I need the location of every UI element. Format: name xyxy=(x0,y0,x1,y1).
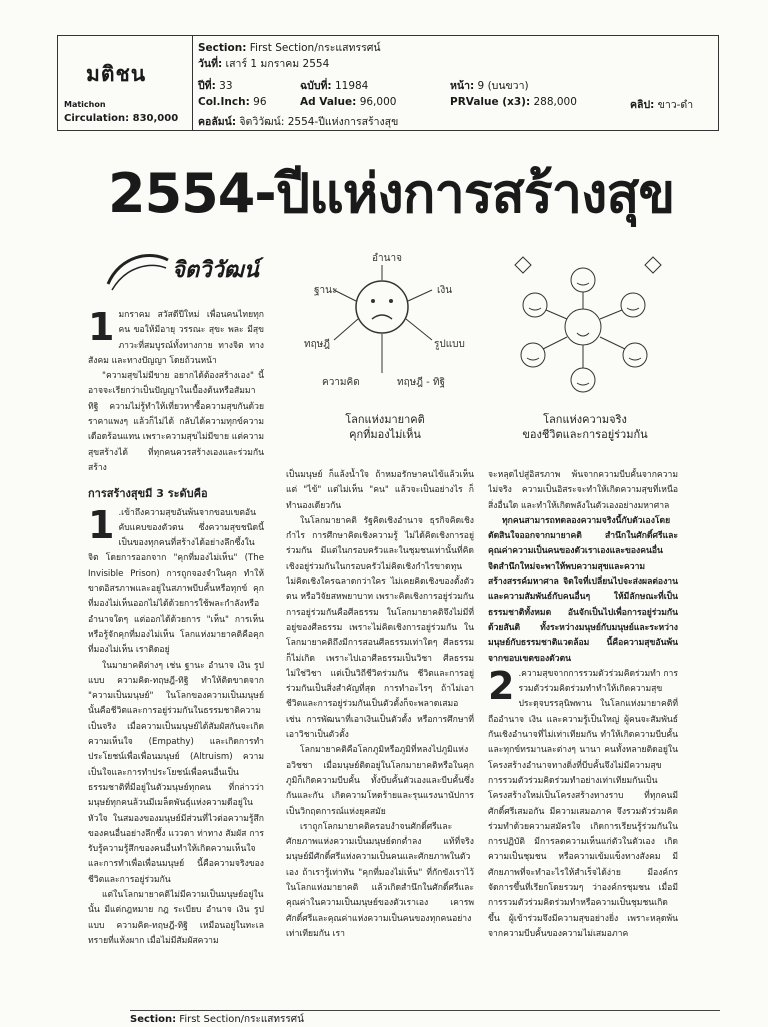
colinch-field: Col.Inch: 96 xyxy=(198,96,267,108)
publication-logo: มติชน xyxy=(86,62,147,86)
paragraph: แต่ในโลกมายาคติไม่มีความเป็นมนุษย์อยู่ในนั้น มีแต่กฎหมาย กฎ ระเบียบ อำนาจ เงิน รูปแบบ ความคิด-ทฤษฎี-ทิฐิ เหมือนอยู่ในทะเลทรายที่แห้งผาก เมื่อไม่มีสัมผัสความ xyxy=(88,889,264,946)
label-law: ทฤษฎี xyxy=(304,339,330,350)
headline: 2554-ปีแห่งการสร้างสุข xyxy=(108,162,675,225)
publication-name: Matichon xyxy=(64,100,106,109)
column-logo xyxy=(100,246,260,296)
paragraph: เราถูกโลกมายาคติครอบงำจนศักดิ์ศรีและศักยภาพแห่งความเป็นมนุษย์ตกต่ำลง แท้ที่จริงมนุษย์มีศักดิ์ศรีแห่งความเป็นคนและศักยภาพในตัวเอง ถ้าเรารู้เท่าทัน "คุกที่มองไม่เห็น" ที่กักขังเราไว้ในโลกแห่งมายาคติ แล้วเกิดสำนึกในศักดิ์ศรีและคุณค่าในความเป็นมนุษย์ของตัวเราเอง เคารพศักดิ์ศรีและคุณค่าแห่งความเป็นคนของทุกคนอย่างเท่าเทียมกัน เรา xyxy=(286,821,474,939)
clip-field: คลิป: ขาว-ดำ xyxy=(630,99,694,111)
paragraph: จะหลุดไปสู่อิสรภาพ พ้นจากความบีบคั้นจากความไม่จริง ความเป็นอิสระจะทำให้เกิดความสุขที่เหนือสิ่งอื่นใด และทำให้เกิดพลังในตัวเองอย่างมหาศาล xyxy=(488,470,678,511)
footer-divider xyxy=(130,1010,720,1011)
label-money: เงิน xyxy=(437,285,453,296)
subheading: การสร้างสุขมี 3 ระดับคือ xyxy=(88,487,208,501)
advalue-field: Ad Value: 96,000 xyxy=(300,96,397,108)
happy-faces-network-icon xyxy=(505,255,670,405)
label-thought: ความคิด xyxy=(322,377,360,388)
clipping-header xyxy=(57,35,719,131)
paragraph: "ความสุขไม่มีขาย อยากได้ต้องสร้างเอง" นี้อาจจะเรียกว่าเป็นปัญญาในเบื้องต้นหรือสัมมาทิฐิ ความไม่รู้ทำให้เที่ยวหาซื้อความสุขกันด้วยราคาแพงๆ แล้วก็ไม่ได้ กลับได้ความทุกข์ความเดือดร้อนแทน เพราะความสุขไม่มีขาย แต่ความสุขสร้างได้ ที่ทุกคนควรสร้างเองและร่วมกันสร้าง xyxy=(88,371,264,473)
diagram-illusion-world xyxy=(292,255,482,405)
paragraph: ในโลกมายาคติ รัฐคิดเชิงอำนาจ ธุรกิจคิดเชิงกำไร การศึกษาคิดเชิงความรู้ ไม่ได้คิดเชิงการอยู่ร่วมกัน มีแต่ในกรอบครัวและในชุมชนเท่านั้นที่คิดเชิงอยู่ร่วมกันในกรอบครัวไม่คิดเชิงกำไรขาดทุน ไม่คิดเชิงใครฉลาดกว่าใคร ไม่เคยคิดเชิงของตั้งตัวตน หรือวิจัยสหพยาบาท เพราะคิดเชิงการอยู่ร่วมกันการอยู่ร่วมกันคือศีลธรรม ในโลกมายาคติจึงไม่มีที่อยู่ของศีลธรรม เพราะไม่คิดเชิงการอยู่ร่วมกัน ในโลกมายาคติถึงมีการสอนศีลธรรมเท่าใดๆ ศีลธรรมก็ไม่เกิด เพราะไปเอาศีลธรรมเป็นวิชา ศีลธรรมไม่ใช่วิชา แต่เป็นวิถีชีวิตร่วมกัน ชีวิตและการอยู่ร่วมกันเป็นสิ่งสำคัญที่สุด การทำอะไรๆ ถ้าไม่เอาชีวิตและการอยู่ร่วมกันเป็นตัวตั้งก็จะพลาดเสมอ เช่น การพัฒนาที่เอาเงินเป็นตัวตั้ง หรือการศึกษาที่เอาวิชาเป็นตัวตั้ง xyxy=(286,515,474,741)
label-status: ฐานะ xyxy=(314,285,338,296)
paragraph: เป็นมนุษย์ ก็แล้งน้ำใจ ถ้าหมอรักษาคนไข้แล้วเห็นแต่ "ไข้" แต่ไม่เห็น "คน" แล้วจะเป็นอย่างไร ก็ทำนองเดียวกัน xyxy=(286,470,474,511)
diagram1-caption: โลกแห่งมายาคติ คุกที่มองไม่เห็น xyxy=(345,413,425,441)
prvalue-field: PRValue (x3): 288,000 xyxy=(450,96,577,108)
footer-section: Section: First Section/กระแสทรรศน์ xyxy=(130,1014,304,1025)
article-column-3: จะหลุดไปสู่อิสรภาพ พ้นจากความบีบคั้นจากความไม่จริง ความเป็นอิสระจะทำให้เกิดความสุขที่เหนือสิ่งอื่นใด และทำให้เกิดพลังในตัวเองอย่างมหาศาล ทุกคนสามารถทดลองความจริงนี้กับตัวเองโดยตัดสินใจออกจากมายาคติ สำนึกในศักดิ์ศรีและคุณค่าความเป็นคนของตัวเราเองและของคนอื่น จิตสำนึกใหม่จะพาให้พบความสุขและความสร้างสรรค์มหาศาล จิตใจที่เปลี่ยนไปจะส่งผลต่องานและความสัมพันธ์กับคนอื่นๆ ให้มีลักษณะที่เป็นธรรมชาติทั้งหมด อันจักเป็นไปเพื่อการอยู่ร่วมกันด้วยสันติ ทั้งระหว่างมนุษย์กับมนุษย์และระหว่างมนุษย์กับธรรมชาติแวดล้อม นี้คือความสุขอันพ้นจากขอบเขตของตัวตน 2 .ความสุขจากการรวมตัวร่วมคิดร่วมทำ การรวมตัวร่วมคิดร่วมทำทำให้เกิดความสุขประดุจบรรลุนิพพาน ในโลกแห่งมายาคติที่ถืออำนาจ เงิน และความรู้เป็นใหญ่ ผู้คนจะสัมพันธ์กันเชิงอำนาจที่ไม่เท่าเทียมกัน ทำให้เกิดความบีบคั้นและทุกข์ทรมานละต่างๆ นานา คนทั้งหลายติดอยู่ในโครงสร้างอำนาจทางดิ่งที่บีบคั้นจึงไม่มีความสุข การรวมตัวร่วมคิดร่วมทำอย่างเท่าเทียมกันเป็นโครงสร้างใหม่เป็นโครงสร้างทางราบ ที่ทุกคนมีศักดิ์ศรีเสมอกัน มีความเสมอภาค จึงรวมตัวร่วมคิดร่วมทำด้วยความสมัครใจ เกิดการเรียนรู้ร่วมกันในการปฏิบัติ มีการลดความเห็นแก่ตัวในตัวเอง เกิดความเป็นชุมชน หรือความเข้มแข็งทางสังคม มีศักยภาพที่จะทำอะไรให้สำเร็จได้ง่าย มีองค์กรจัดการขึ้นที่เรียกโดยรวมๆ ว่าองค์กรชุมชน เมื่อมีการรวมตัวร่วมคิดร่วมทำหรือความเป็นชุมชนเกิดขึ้น ผู้เข้าร่วมจึงมีความสุขอย่างยิ่ง เพราะหลุดพ้นจากความบีบคั้นของความไม่เสมอภาค xyxy=(488,470,678,939)
section-row: Section: First Section/กระแสทรรศน์ xyxy=(198,42,381,54)
column-logo-text: จิตวิวัฒน์ xyxy=(172,258,259,283)
circulation: Circulation: 830,000 xyxy=(64,113,179,124)
dropcap: 2 xyxy=(488,663,515,708)
paragraph: โลกมายาคติคือโลกภูมิหรือภูมิที่หลงไปภูมิแห่งอวิชชา เมื่อมนุษย์ติดอยู่ในโลกมายาคติหรือในคุกภูมิก็เกิดความบีบคั้น ทั้งบีบคั้นตัวเองและบีบคั้นซึ่งกันและกัน เกิดความโหดร้ายและรุนแรงนานัปการ เป็นวิกฤตการณ์แห่งยุคสมัย xyxy=(286,745,474,817)
publication-logo-box xyxy=(58,36,193,130)
swirl-icon xyxy=(100,246,170,296)
column-field: คอลัมน์: จิตวิวัฒน์: 2554-ปีแห่งการสร้างสุข xyxy=(198,116,399,128)
dropcap: 1 xyxy=(88,308,115,349)
date-row: วันที่: เสาร์ 1 มกราคม 2554 xyxy=(198,58,330,70)
issue-field: ฉบับที่: 11984 xyxy=(300,80,369,92)
page-field: หน้า: 9 (บนขวา) xyxy=(450,80,529,92)
article-column-2 xyxy=(286,468,474,1006)
dropcap: 1 xyxy=(88,502,115,547)
label-power: อำนาจ xyxy=(372,253,402,264)
sad-face-icon xyxy=(292,255,482,385)
paragraph: ในมายาคติต่างๆ เช่น ฐานะ อำนาจ เงิน รูปแบบ ความคิด-ทฤษฎี-ทิฐิ ทำให้ติดขาดจาก "ความเป็นมนุษย์" ในโลกของความเป็นมนุษย์นั้นคือชีวิตและการอยู่ร่วมกันในธรรมชาติความเป็นจริง เมื่อความเป็นมนุษย์ได้สัมผัสกันจะเกิดความเห็นใจ (Empathy) และเกิดการทำประโยชน์เพื่อเพื่อนมนุษย์ (Altruism) ความเป็นใจและการทำประโยชน์เพื่อคนอื่นเป็นธรรมชาติที่มีอยู่ในตัวมนุษย์ทุกคน ที่กล่าวว่ามนุษย์ทุกคนล้วนมีเมล็ดพันธุ์แห่งความดีอยู่ในหัวใจ ในสมองของมนุษย์มีส่วนที่ไวต่อความรู้สึกของคนอื่นอย่างลึกซึ้ง แววตา ท่าทาง สัมผัส การรับรู้ความรู้สึกของคนอื่นทำให้เกิดความเห็นใจและการทำเพื่อเพื่อนมนุษย์ นี้คือความจริงของชีวิตและการอยู่ร่วมกัน xyxy=(88,660,264,885)
paragraph: ทุกคนสามารถทดลองความจริงนี้กับตัวเองโดยตัดสินใจออกจากมายาคติ สำนึกในศักดิ์ศรีและคุณค่าความเป็นคนของตัวเราเองและของคนอื่น จิตสำนึกใหม่จะพาให้พบความสุขและความสร้างสรรค์มหาศาล จิตใจที่เปลี่ยนไปจะส่งผลต่องานและความสัมพันธ์กับคนอื่นๆ ให้มีลักษณะที่เป็นธรรมชาติทั้งหมด อันจักเป็นไปเพื่อการอยู่ร่วมกันด้วยสันติ ทั้งระหว่างมนุษย์กับมนุษย์และระหว่างมนุษย์กับธรรมชาติแวดล้อม นี้คือความสุขอันพ้นจากขอบเขตของตัวตน xyxy=(488,515,678,664)
diagram-real-world xyxy=(505,255,670,405)
label-form: รูปแบบ xyxy=(434,339,465,350)
article-column-1: 1 มกราคม สวัสดีปีใหม่ เพื่อนคนไทยทุกคน ขอให้มีอายุ วรรณะ สุขะ พละ มีสุขภาวะที่สมบูรณ์ทั้งทางกาย ทางจิต ทางสังคม และทางปัญญา โดยถ้วนหน้า "ความสุขไม่มีขาย อยากได้ต้องสร้างเอง" นี้อาจจะเรียกว่าเป็นปัญญาในเบื้องต้นหรือสัมมาทิฐิ ความไม่รู้ทำให้เที่ยวหาซื้อความสุขกันด้วยราคาแพงๆ แล้วก็ไม่ได้ กลับได้ความทุกข์ความเดือดร้อนแทน เพราะความสุขไม่มีขาย แต่ความสุขสร้างได้ ที่ทุกคนควรสร้างเองและร่วมกันสร้าง การสร้างสุขมี 3 ระดับคือ 1 .เข้าถึงความสุขอันพ้นจากขอบเขตอันคับแคบของตัวตน ซึ่งความสุขชนิดนี้เป็นของทุกคนที่สร้างได้อย่างลึกซึ้งในจิต โดยการออกจาก "คุกที่มองไม่เห็น" (The Invisible Prison) การถูกจองจำในคุก ทำให้ขาดอิสรภาพและอยู่ในสภาพบีบคั้นหรือทุกข์ คุกที่มองไม่เห็นออกไม่ได้ด้วยการใช้พละกำลังหรืออำนาจใดๆ แต่ออกได้ด้วยการ "เห็น" การเห็นหรือรู้จักคุกที่มองไม่เห็น โลกแห่งมายาคติคือคุกที่มองไม่เห็น เราติดอยู่ ในมายาคติต่างๆ เช่น ฐานะ อำนาจ เงิน รูปแบบ ความคิด-ทฤษฎี-ทิฐิ ทำให้ติดขาดจาก "ความเป็นมนุษย์" ในโลกของความเป็นมนุษย์นั้นคือชีวิตและการอยู่ร่วมกันในธรรมชาติความเป็นจริง เมื่อความเป็นมนุษย์ได้สัมผัสกันจะเกิดความเห็นใจ (Empathy) และเกิดการทำประโยชน์เพื่อเพื่อนมนุษย์ (Altruism) ความเป็นใจและการทำประโยชน์เพื่อคนอื่นเป็นธรรมชาติที่มีอยู่ในตัวมนุษย์ทุกคน ที่กล่าวว่ามนุษย์ทุกคนล้วนมีเมล็ดพันธุ์แห่งความดีอยู่ในหัวใจ ในสมองของมนุษย์มีส่วนที่ไวต่อความรู้สึกของคนอื่นอย่างลึกซึ้ง แววตา ท่าทาง สัมผัส การรับรู้ความรู้สึกของคนอื่นทำให้เกิดความเห็นใจและการทำเพื่อเพื่อนมนุษย์ นี้คือความจริงของชีวิตและการอยู่ร่วมกัน แต่ในโลกมายาคติไม่มีความเป็นมนุษย์อยู่ในนั้น มีแต่กฎหมาย กฎ ระเบียบ อำนาจ เงิน รูปแบบ ความคิด-ทฤษฎี-ทิฐิ เหมือนอยู่ในทะเลทรายที่แห้งผาก เมื่อไม่มีสัมผัสความ xyxy=(88,308,264,1006)
diagram2-caption: โลกแห่งความจริง ของชีวิตและการอยู่ร่วมกัน xyxy=(522,413,648,441)
label-theory: ทฤษฎี - ทิฐิ xyxy=(397,377,446,388)
year-field: ปีที่: 33 xyxy=(198,80,233,92)
